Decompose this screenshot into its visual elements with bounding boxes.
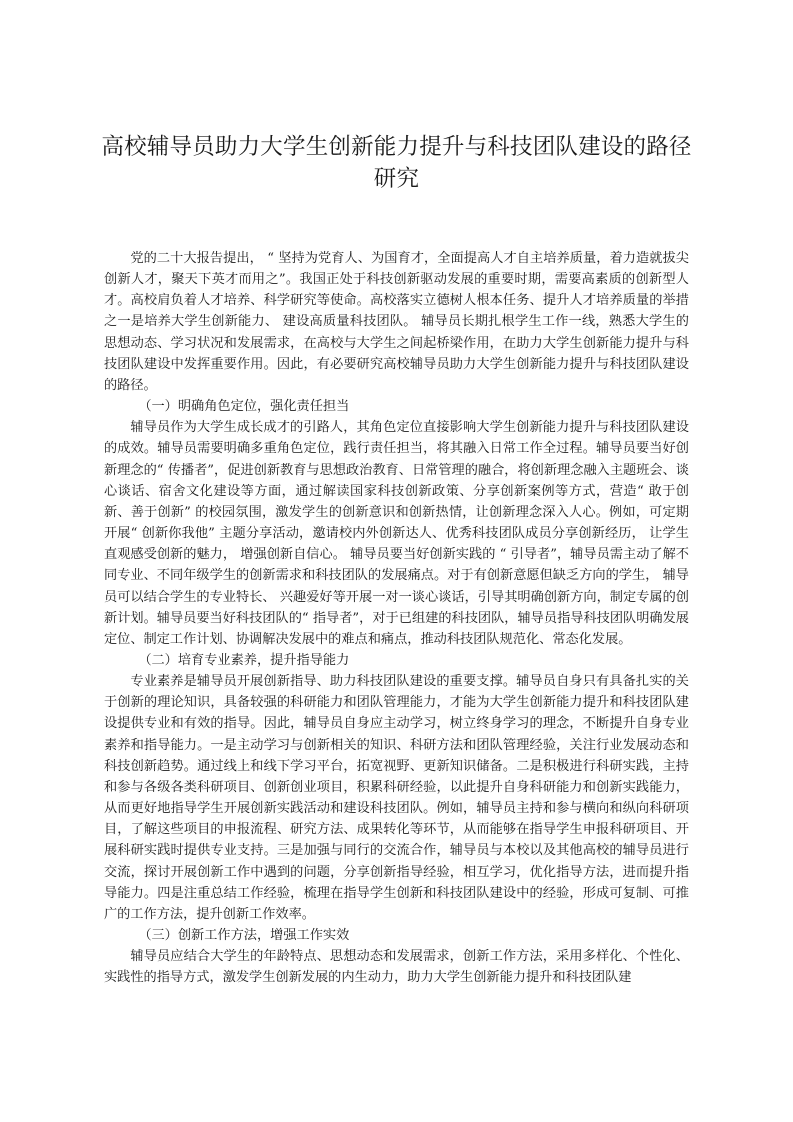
body-paragraph-role: 辅导员作为大学生成长成才的引路人，其角色定位直接影响大学生创新能力提升与科技团队建设的成效。辅导员需要明确多重角色定位，践行责任担当，将其融入日常工作全过程。辅导员要当好创新理念的“ 传播者”，促进创新教育与思想政治教育、日常管理的融合，将创新理念融入主题班会、谈心谈话、宿舍文化建设等方面，通过解读国家科技创新政策、分享创新案例等方式，营造“ 敢于创新、善于创新” 的校园氛围，激发学生的创新意识和创新热情，让创新理念深入人心。例如，可定期开展“ 创新你我他” 主题分享活动，邀请校内外创新达人、优秀科技团队成员分享创新经历， 让学生直观感受创新的魅力， 增强创新自信心。 辅导员要当好创新实践的 “ 引导者”，辅导员需主动了解不同专业、不同年级学生的创新需求和科技团队的发展痛点。对于有创新意愿但缺乏方向的学生， 辅导员可以结合学生的专业特长、 兴趣爱好等开展一对一谈心谈话，引导其明确创新方向，制定专属的创新计划。辅导员要当好科技团队的“ 指导者”，对于已组建的科技团队，辅导员指导科技团队明确发展定位、制定工作计划、协调解决发展中的难点和痛点，推动科技团队规范化、常态化发展。	[104, 420, 689, 647]
document-body	[104, 248, 689, 988]
section-heading-methods: （三）创新工作方法，增强工作实效	[138, 928, 350, 943]
section-heading-role: （一）明确角色定位，强化责任担当	[138, 399, 350, 415]
section-heading-professional: （二）培育专业素养，提升指导能力	[138, 652, 350, 668]
body-paragraph-professional: 专业素养是辅导员开展创新指导、助力科技团队建设的重要支撑。辅导员自身只有具备扎实的关于创新的理论知识，具备较强的科研能力和团队管理能力，才能为大学生创新能力提升和科技团队建设提供专业和有效的指导。因此，辅导员自身应主动学习，树立终身学习的理念，不断提升自身专业素养和指导能力。一是主动学习与创新相关的知识、科研方法和团队管理经验，关注行业发展动态和科技创新趋势。通过线上和线下学习平台，拓宽视野、更新知识储备。二是积极进行科研实践，主持和参与各级各类科研项目、创新创业项目，积累科研经验，以此提升自身科研能力和创新实践能力，从而更好地指导学生开展创新实践活动和建设科技团队。例如，辅导员主持和参与横向和纵向科研项目，了解这些项目的申报流程、研究方法、成果转化等环节，从而能够在指导学生申报科研项目、开展科研实践时提供专业支持。三是加强与同行的交流合作，辅导员与本校以及其他高校的辅导员进行交流，探讨开展创新工作中遇到的问题，分享创新指导经验，相互学习，优化指导方法，进而提升指导能力。四是注重总结工作经验，梳理在指导学生创新和科技团队建设中的经验，形成可复制、可推广的工作方法，提升创新工作效率。	[104, 674, 689, 922]
document-title: 高校辅导员助力大学生创新能力提升与科技团队建设的路径研究	[101, 134, 692, 192]
body-paragraph-methods: 辅导员应结合大学生的年龄特点、思想动态和发展需求，创新工作方法，采用多样化、个性化、实践性的指导方式，激发学生创新发展的内生动力，助力大学生创新能力提升和科技团队建	[104, 949, 689, 986]
body-paragraph-intro: 党的二十大报告提出， “ 坚持为党育人、为国育才，全面提高人才自主培养质量，着力造就拔尖创新人才，聚天下英才而用之”。我国正处于科技创新驱动发展的重要时期，需要高素质的创新型人才。高校肩负着人才培养、科学研究等使命。高校落实立德树人根本任务、提升人才培养质量的举措之一是培养大学生创新能力、 建设高质量科技团队。 辅导员长期扎根学生工作一线，熟悉大学生的思想动态、学习状况和发展需求，在高校与大学生之间起桥梁作用，在助力大学生创新能力提升与科技团队建设中发挥重要作用。因此，有必要研究高校辅导员助力大学生创新能力提升与科技团队建设的路径。	[104, 251, 689, 393]
